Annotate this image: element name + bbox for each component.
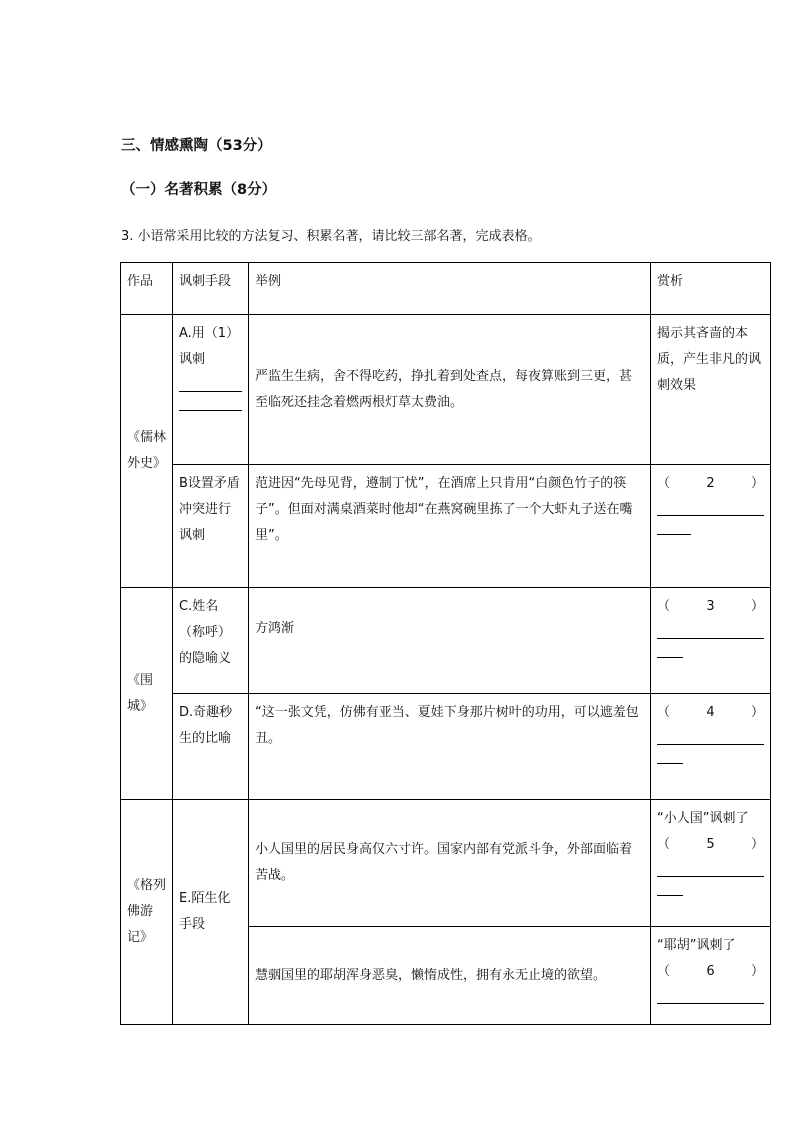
section-title: 三、情感熏陶（53分） [121,138,272,154]
example-cell: 慧骃国里的耶胡浑身恶臭，懒惰成性，拥有永无止境的欲望。 [249,927,651,1025]
work-cell: 《儒林外史》 [121,315,173,588]
subsection-title: （一）名著积累（8分） [121,182,277,198]
answer-blank[interactable] [657,747,683,764]
example-cell: 方鸿渐 [249,588,651,694]
analysis-cell [651,800,771,927]
header-cell: 举例 [249,263,651,315]
answer-blank[interactable] [657,728,764,745]
answer-blank[interactable] [657,860,764,877]
means-cell: D.奇趣秒生的比喻 [173,694,249,800]
work-cell: 《围城》 [121,588,173,800]
table-row [121,315,771,465]
analysis-prefix: “耶胡”讽刺了 [657,938,736,953]
means-cell: B设置矛盾冲突进行讽刺 [173,465,249,588]
analysis-cell [651,588,771,694]
answer-blank[interactable] [657,879,683,896]
header-cell: 赏析 [651,263,771,315]
analysis-cell: 揭示其吝啬的本质，产生非凡的讽刺效果 [651,315,771,465]
answer-number: （ 5 ） [657,837,764,852]
answer-number: （ 2 ） [657,476,764,491]
answer-blank[interactable] [657,641,683,658]
example-cell: 范进因“先母见背，遵制丁忧”，在酒席上只肯用“白颜色竹子的筷子”。但面对满桌酒菜时他却“在燕窝碗里拣了一个大虾丸子送在嘴里”。 [249,465,651,588]
example-cell: 严监生生病，舍不得吃药，挣扎着到处查点，每夜算账到三更，甚至临死还挂念着燃两根灯草太费油。 [249,315,651,465]
analysis-prefix: “小人国”讽刺了 [657,811,749,826]
analysis-cell [651,694,771,800]
answer-blank[interactable] [657,518,691,535]
answer-number: （ 6 ） [657,964,764,979]
comparison-table [120,262,771,1025]
answer-number: （ 3 ） [657,599,764,614]
answer-blank[interactable] [657,499,764,516]
table-row [121,694,771,800]
example-cell: 小人国里的居民身高仅六寸许。国家内部有党派斗争，外部面临着苦战。 [249,800,651,927]
header-cell: 讽刺手段 [173,263,249,315]
work-cell: 《格列佛游记》 [121,800,173,1025]
answer-blank[interactable] [179,375,242,392]
table-row [121,800,771,927]
example-cell: “这一张文凭，仿佛有亚当、夏娃下身那片树叶的功用，可以遮羞包丑。 [249,694,651,800]
means-cell [173,315,249,465]
table-header-row [121,263,771,315]
answer-blank[interactable] [657,622,764,639]
means-cell: C.姓名（称呼）的隐喻义 [173,588,249,694]
answer-number: （ 4 ） [657,705,764,720]
table-row [121,465,771,588]
question-text: 3. 小语常采用比较的方法复习、积累名著，请比较三部名著，完成表格。 [121,229,541,244]
means-cell: E.陌生化手段 [173,800,249,1025]
table-row [121,588,771,694]
analysis-cell [651,927,771,1025]
means-text: A.用（1）讽刺 [179,326,240,367]
answer-blank[interactable] [179,394,242,411]
analysis-cell [651,465,771,588]
answer-blank[interactable] [657,987,764,1004]
header-cell: 作品 [121,263,173,315]
